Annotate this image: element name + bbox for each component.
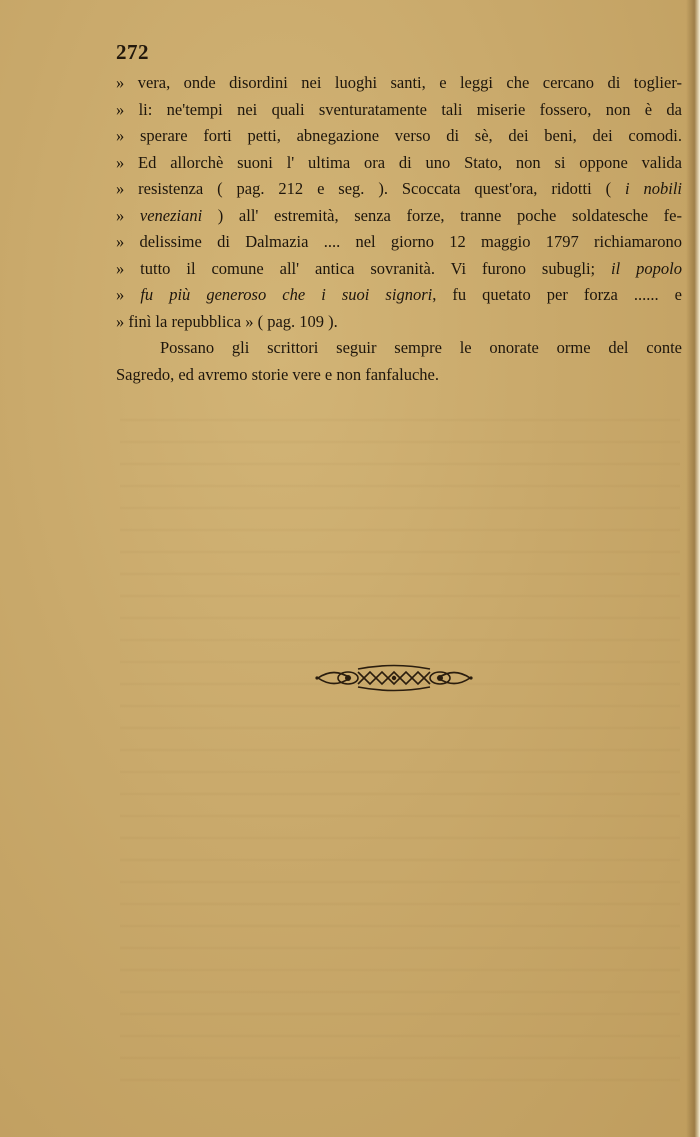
quote-line <box>116 150 682 177</box>
quote-line <box>116 97 682 124</box>
quote-line <box>116 123 682 150</box>
text-run: ) all' estremità, senza forze, tranne poche soldatesche fe- <box>202 205 682 225</box>
closing-paragraph <box>116 335 682 388</box>
text-run: » sperare forti petti, abnegazione verso di sè, dei beni, dei comodi. <box>116 126 682 145</box>
text-run: » vera, onde disordini nei luoghi santi, e leggi che cercano di toglier- <box>116 73 682 92</box>
page-edge <box>686 0 700 1137</box>
quote-line <box>116 229 682 256</box>
show-through-texture <box>120 400 680 1100</box>
quote-line <box>116 282 682 309</box>
italic-text: veneziani <box>139 205 203 225</box>
text-run: » finì la repubblica » ( pag. 109 ). <box>116 311 338 331</box>
text-run: » tutto il comune all' antica sovranità. Vi furono subugli; <box>116 258 612 278</box>
text-run: » resistenza ( pag. 212 e seg. ). Scoccata quest'ora, ridotti ( <box>116 179 625 198</box>
italic-text: fu più generoso che i suoi signori <box>140 285 433 304</box>
italic-text: il popolo <box>611 258 682 278</box>
quote-line <box>116 203 682 230</box>
closing-line-1: Possano gli scrittori seguir sempre le onorate orme del conte <box>160 338 682 357</box>
page-number: 272 <box>116 40 149 64</box>
text-run: » li: ne'tempi nei quali sventuratamente tali miserie fossero, non è da <box>116 99 682 119</box>
text-run: » <box>116 285 141 304</box>
italic-text: i nobili <box>624 179 682 198</box>
quote-line <box>116 256 682 283</box>
quote-line <box>116 176 682 203</box>
body-text <box>116 70 682 388</box>
text-run: » <box>116 205 140 225</box>
decorative-fleuron-icon <box>314 663 474 693</box>
text-run: » delissime di Dalmazia .... nel giorno 12 maggio 1797 richiamarono <box>116 232 682 251</box>
closing-line-2: Sagredo, ed avremo storie vere e non fanfaluche. <box>116 364 439 384</box>
quote-line <box>116 70 682 97</box>
quote-line <box>116 309 682 336</box>
text-run: » Ed allorchè suoni l' ultima ora di uno Stato, non si oppone valida <box>116 152 682 172</box>
quote-block <box>116 70 682 335</box>
text-run: , fu quetato per forza ...... e <box>432 285 683 304</box>
